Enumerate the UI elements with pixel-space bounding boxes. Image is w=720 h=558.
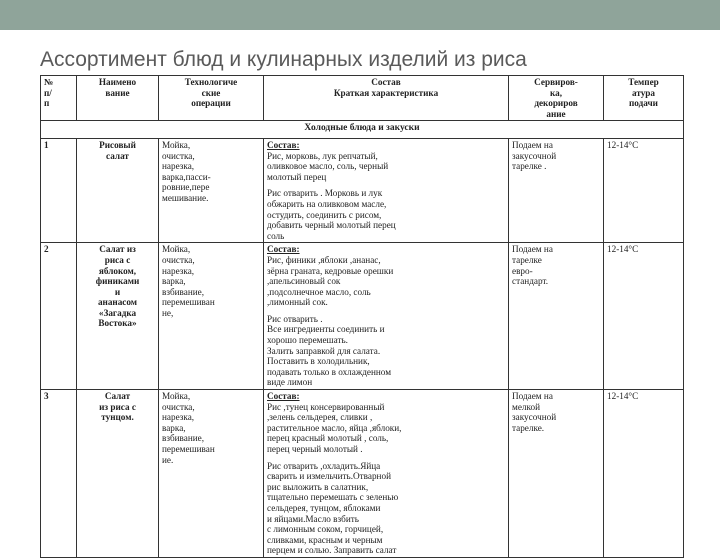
section-row (41, 121, 684, 139)
composition-label: Состав: (267, 391, 300, 402)
cell-line: варка, (162, 276, 186, 287)
header-composition (264, 76, 509, 121)
table-row (41, 390, 684, 558)
cell-line: добавить черный молотый перец (267, 220, 396, 231)
header-text: № (44, 77, 54, 87)
cell-line: ,апельсиновый сок (267, 276, 341, 287)
header-text: Состав (371, 77, 401, 87)
cell-line: взбивание, (162, 286, 205, 297)
cell-line: ,подсолнечное масло, соль (267, 286, 371, 297)
cell-line: очистка, (162, 254, 195, 265)
header-num (41, 76, 77, 121)
cell-line: ананасом (97, 297, 138, 308)
composition-method (267, 314, 505, 388)
cell-line: мешивание. (162, 192, 209, 203)
header-name (77, 76, 159, 121)
cell-line: риса с (104, 254, 131, 265)
composition-label: Состав: (267, 139, 300, 150)
header-text: атура (631, 87, 656, 98)
cell-line: перемешиван (162, 444, 215, 454)
dish-name (77, 138, 159, 242)
cell-line: закусочной (512, 150, 557, 161)
cell-line: ие. (162, 454, 174, 465)
cell-line: соль (267, 230, 285, 241)
cell-line: из риса с (99, 401, 136, 412)
row-number: 2 (41, 243, 77, 390)
header-serving (509, 76, 604, 121)
cell-line: тарелке (512, 254, 542, 265)
composition-method (267, 461, 505, 556)
cell-line: нарезка, (162, 265, 195, 276)
header-text: п (44, 98, 50, 109)
cell-line: Рисовый (99, 139, 136, 150)
cell-line: Мойка, (162, 139, 191, 150)
cell-line: перемешиван (162, 297, 215, 308)
tech-operations (159, 243, 264, 390)
serving (509, 390, 604, 558)
cell-line: Рис, финики ,яблоки ,ананас, (267, 254, 381, 265)
header-tech (159, 76, 264, 121)
cell-line: хорошо перемешать. (267, 335, 348, 346)
header-text: ка, (549, 87, 563, 98)
header-text: Технологиче (184, 77, 238, 87)
serving-temperature: 12-14°С (604, 390, 684, 558)
cell-line: закусочной (512, 412, 557, 423)
cell-line: Салат из (99, 244, 136, 255)
cell-line: Поставить в холодильник, (267, 356, 370, 367)
cell-line: стандарт. (512, 276, 549, 287)
cell-line: виде лимон (267, 377, 313, 388)
row-number: 3 (41, 390, 77, 558)
header-temp (604, 76, 684, 121)
cell-line: очистка, (162, 401, 195, 412)
composition-label: Состав: (267, 244, 300, 255)
header-text: Сервиров- (534, 77, 578, 87)
cell-line: тщательно перемешать с зеленью (267, 492, 399, 503)
cell-line: ровние,пере (162, 182, 210, 193)
cell-line: варка, (162, 422, 186, 433)
cell-line: тунцом. (101, 412, 134, 423)
cell-line: очистка, (162, 150, 195, 161)
cell-line: финиками (95, 276, 140, 287)
composition (264, 390, 509, 558)
cell-line: салат (106, 150, 129, 161)
cell-line: тарелке. (512, 422, 545, 433)
cell-line: тарелке . (512, 161, 547, 172)
serving (509, 138, 604, 242)
serving-temperature: 12-14°С (604, 138, 684, 242)
cell-line: молотый перец (267, 171, 327, 182)
cell-line: остудить, соединить с рисом, (267, 209, 382, 220)
cell-line: рис выложить в салатник, (267, 481, 369, 492)
section-title: Холодные блюда и закуски (41, 121, 684, 139)
composition (264, 243, 509, 390)
serving-temperature: 12-14°С (604, 243, 684, 390)
cell-line: Все ингредиенты соединить и (267, 324, 385, 335)
cell-line: подавать только в охлажденном (267, 366, 392, 377)
dish-name (77, 390, 159, 558)
cell-line: «Загадка (98, 307, 137, 318)
table-row (41, 243, 684, 390)
cell-line: зёрна граната, кедровые орешки (267, 265, 394, 276)
cell-line: Подаем на (512, 244, 553, 255)
cell-line: взбивание, (162, 433, 205, 444)
cell-line: Залить заправкой для салата. (267, 345, 381, 356)
cell-line: мелкой (512, 401, 540, 412)
composition (264, 138, 509, 242)
header-text: декориров (534, 98, 578, 109)
document-image (40, 75, 683, 556)
cell-line: Рис, морковь, лук репчатый, (267, 150, 378, 161)
header-text: п/ (44, 87, 52, 98)
serving (509, 243, 604, 390)
cell-line: Подаем на (512, 139, 553, 150)
cell-line: варка,пасси- (162, 171, 211, 182)
header-text: Темпер (628, 77, 659, 87)
cell-line: перец красный молотый , соль, (267, 433, 389, 444)
cell-line: Салат (104, 391, 131, 402)
cell-line: Рис отварить . (267, 313, 323, 324)
assortment-table (40, 75, 684, 558)
cell-line: яблоком, (98, 265, 137, 276)
table-row (41, 138, 684, 242)
header-text: ание (546, 108, 566, 119)
cell-line: сливками, красным и черным (267, 534, 383, 545)
cell-line: Востока» (98, 318, 137, 329)
cell-line: с лимонным соком, горчицей, (267, 524, 384, 535)
cell-line: Мойка, (162, 244, 191, 255)
cell-line: ,лимонный сок. (267, 297, 328, 308)
header-text: вание (105, 87, 130, 98)
cell-line: Рис ,тунец консервированный (267, 401, 385, 412)
cell-line: перец черный молотый . (267, 444, 363, 454)
tech-operations (159, 138, 264, 242)
cell-line: не, (162, 307, 174, 318)
cell-line: евро- (512, 265, 533, 276)
cell-line: сельдерея, тунцом, яблоками (267, 502, 381, 513)
slide-title: Ассортимент блюд и кулинарных изделий из риса (40, 48, 527, 71)
cell-line: и (114, 286, 121, 297)
header-row (41, 76, 684, 121)
header-text: подачи (629, 98, 658, 109)
cell-line: Рис отварить ,охладить.Яйца (267, 460, 381, 471)
cell-line: обжарить на оливковом масле, (267, 198, 387, 209)
dish-name (77, 243, 159, 390)
cell-line: нарезка, (162, 412, 195, 423)
composition-method (267, 188, 505, 241)
cell-line: оливковое масло, соль, черный (267, 161, 389, 172)
cell-line: Мойка, (162, 391, 191, 402)
header-text: Наимено (98, 77, 137, 87)
cell-line: и яйцами.Масло взбить (267, 513, 359, 524)
cell-line: нарезка, (162, 161, 195, 172)
cell-line: перцем и солью. Заправить салат (267, 545, 397, 556)
header-text: Краткая характеристика (333, 87, 439, 98)
cell-line: Рис отварить . Морковь и лук (267, 188, 383, 199)
cell-line: растительное масло, яйца ,яблоки, (267, 422, 402, 433)
header-text: ские (201, 87, 221, 98)
cell-line: Подаем на (512, 391, 553, 402)
cell-line: ,зелень сельдерея, сливки , (267, 412, 373, 423)
cell-line: сварить и измельчить.Отварной (267, 471, 391, 482)
row-number: 1 (41, 138, 77, 242)
header-text: операции (191, 98, 231, 109)
tech-operations (159, 390, 264, 558)
top-bar (0, 0, 720, 30)
